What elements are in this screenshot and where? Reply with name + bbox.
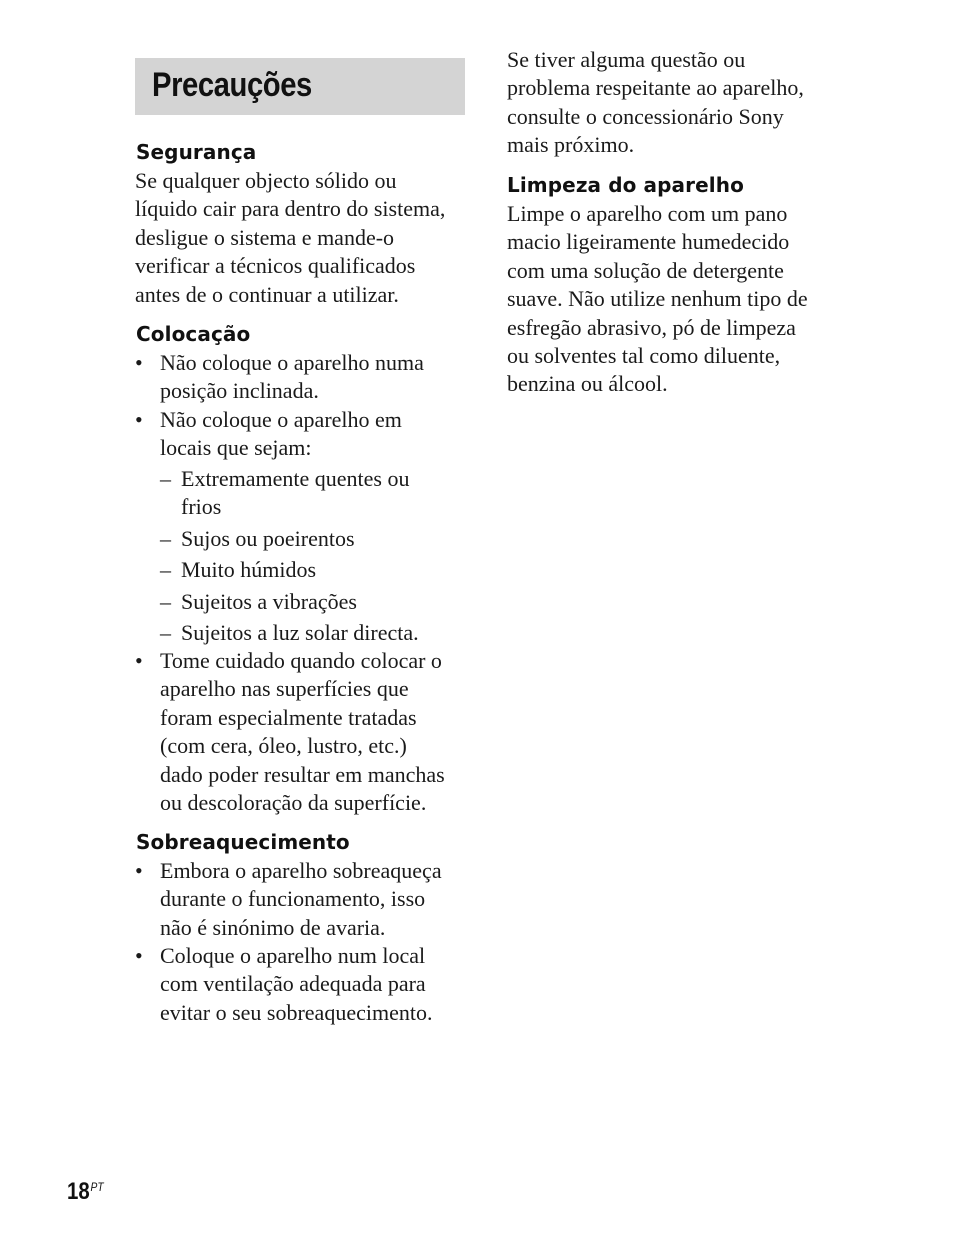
bullet-mark: •: [135, 648, 143, 673]
text-line: esfregão abrasivo, pó de limpeza: [507, 314, 796, 340]
text-line: ou descoloração da superfície.: [160, 790, 427, 816]
page-number: [67, 1178, 103, 1206]
text-line: Se tiver alguma questão ou: [507, 47, 746, 72]
text-line: (com cera, óleo, lustro, etc.): [160, 733, 407, 759]
text-line: Embora o aparelho sobreaqueça: [160, 858, 442, 883]
text-line: foram especialmente tratadas: [160, 704, 417, 730]
text-line: frios: [181, 494, 222, 520]
text-line: aparelho nas superfícies que: [160, 676, 409, 702]
text-line: não é sinónimo de avaria.: [160, 914, 386, 940]
text-line: consulte o concessionário Sony: [507, 103, 784, 129]
text-line: Coloque o aparelho num local: [160, 943, 426, 968]
text-line: Sujeitos a luz solar directa.: [181, 620, 419, 645]
section-heading-seguranca: Segurança: [136, 140, 257, 164]
questao-paragraph: [507, 46, 847, 160]
text-line: Se qualquer objecto sólido ou: [135, 168, 397, 193]
text-line: com ventilação adequada para: [160, 971, 426, 997]
text-line: locais que sejam:: [160, 435, 312, 461]
dash-mark: –: [160, 526, 171, 551]
text-line: Não coloque o aparelho em: [160, 407, 402, 432]
bullet-mark: •: [135, 858, 143, 883]
text-line: ou solventes tal como diluente,: [507, 343, 781, 369]
section-heading-limpeza: Limpeza do aparelho: [507, 173, 744, 197]
bullet-mark: •: [135, 407, 143, 432]
dash-mark: –: [160, 620, 171, 645]
dash-mark: –: [160, 557, 171, 582]
section-heading-sobreaquecimento: Sobreaquecimento: [136, 830, 350, 854]
text-line: líquido cair para dentro do sistema,: [135, 196, 446, 222]
dash-mark: –: [160, 466, 171, 491]
text-line: benzina ou álcool.: [507, 371, 668, 397]
text-line: antes de o continuar a utilizar.: [135, 281, 399, 307]
bullet-mark: •: [135, 943, 143, 968]
text-line: mais próximo.: [507, 132, 635, 158]
text-line: Não coloque o aparelho numa: [160, 350, 424, 375]
text-line: posição inclinada.: [160, 378, 319, 404]
page-number-value: 18: [67, 1178, 90, 1205]
text-line: desligue o sistema e mande-o: [135, 224, 395, 250]
text-line: Sujos ou poeirentos: [181, 526, 355, 551]
dash-mark: –: [160, 589, 171, 614]
text-line: Extremamente quentes ou: [181, 466, 410, 491]
page-title: Precauções: [152, 66, 312, 104]
seguranca-paragraph: [135, 167, 475, 309]
text-line: Muito húmidos: [181, 557, 317, 582]
section-heading-colocacao: Colocação: [136, 322, 251, 346]
text-line: macio ligeiramente humedecido: [507, 229, 790, 255]
text-line: durante o funcionamento, isso: [160, 886, 426, 912]
text-line: Sujeitos a vibrações: [181, 589, 357, 614]
text-line: suave. Não utilize nenhum tipo de: [507, 286, 808, 312]
text-line: problema respeitante ao aparelho,: [507, 75, 804, 101]
text-line: Limpe o aparelho com um pano: [507, 201, 788, 226]
language-suffix: PT: [90, 1180, 104, 1194]
text-line: com uma solução de detergente: [507, 257, 784, 283]
text-line: Tome cuidado quando colocar o: [160, 648, 442, 673]
limpeza-paragraph: [507, 200, 847, 399]
text-line: evitar o seu sobreaquecimento.: [160, 999, 433, 1025]
text-line: verificar a técnicos qualificados: [135, 253, 416, 279]
title-banner: [135, 58, 465, 115]
bullet-mark: •: [135, 350, 143, 375]
text-line: dado poder resultar em manchas: [160, 761, 445, 787]
